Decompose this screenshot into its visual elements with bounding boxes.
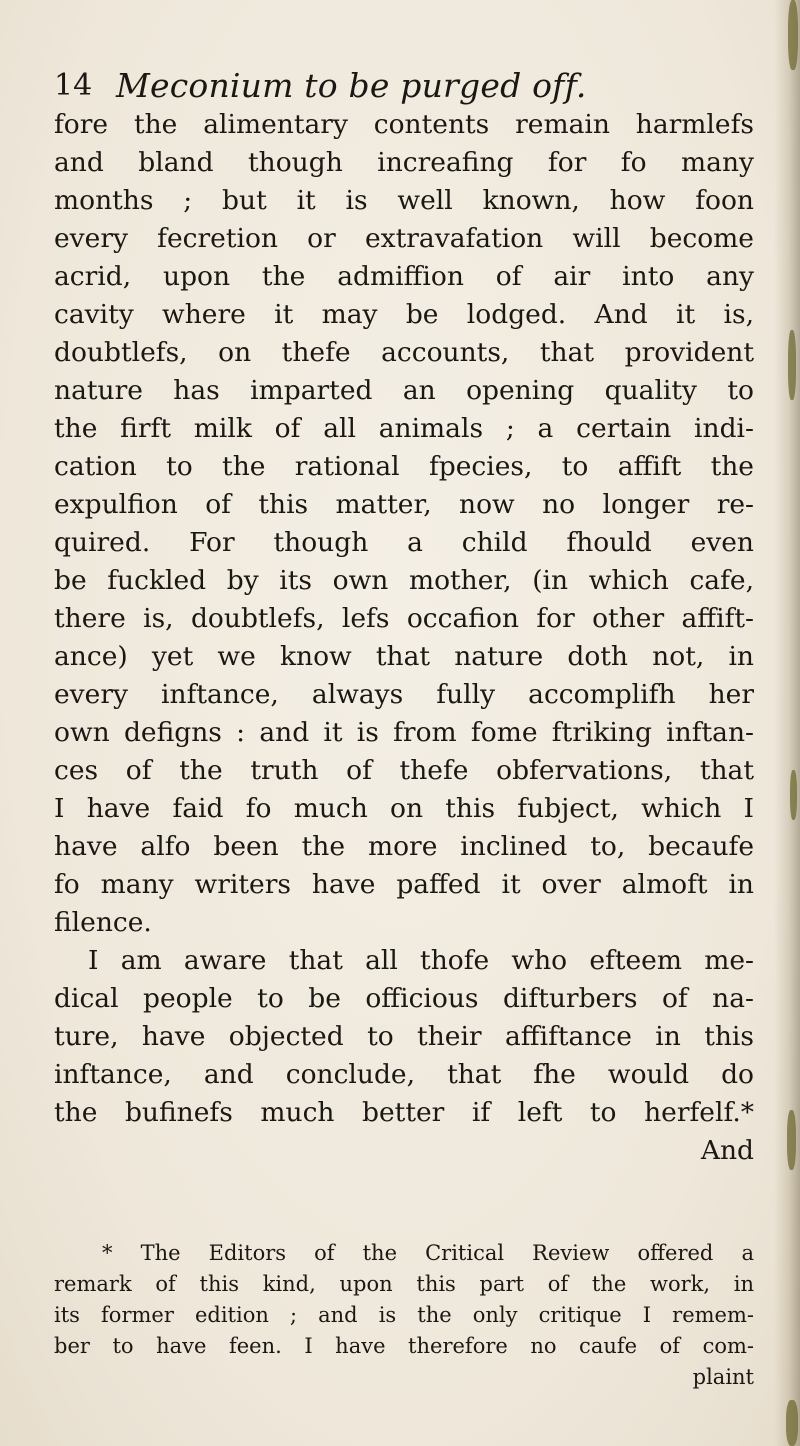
footnote-line: ber to have feen. I have therefore no caufe of com- [54,1334,754,1358]
text-line: ture, have objected to their affiftance in this [54,1021,754,1052]
footnote [54,1238,754,1393]
text-line: the bufinefs much better if left to herfelf.* [54,1097,754,1128]
text-line: expulfion of this matter, now no longer re- [54,489,754,520]
text-line: ance) yet we know that nature doth not, in [54,641,754,672]
footnote-line: remark of this kind, upon this part of the work, in [54,1272,754,1296]
edge-stain [788,330,796,400]
text-line: acrid, upon the admiffion of air into any [54,261,754,292]
page-edge-shadow [774,0,800,1446]
text-line: and bland though increafing for fo many [54,147,754,178]
page-number: 14 [54,68,93,103]
text-line: every fecretion or extravafation will become [54,223,754,254]
catchword: And [700,1135,754,1166]
text-line: I am aware that all thofe who efteem me- [88,945,754,976]
footnote-catchword: plaint [692,1365,754,1389]
text-line: dical people to be officious difturbers of na- [54,983,754,1014]
text-line: have alfo been the more inclined to, becaufe [54,831,754,862]
text-line: cation to the rational fpecies, to affift the [54,451,754,482]
text-line: nature has imparted an opening quality to [54,375,754,406]
text-line: ces of the truth of thefe obfervations, that [54,755,754,786]
text-line: fore the alimentary contents remain harmlefs [54,109,754,140]
text-line: own defigns : and it is from fome ftriking inftan- [54,717,754,748]
edge-stain [787,1110,796,1170]
footnote-line: * The Editors of the Critical Review offered a [102,1241,754,1265]
text-line: months ; but it is well known, how foon [54,185,754,216]
text-line: quired. For though a child fhould even [54,527,754,558]
footnote-line: its former edition ; and is the only critique I remem- [54,1303,754,1327]
text-line: inftance, and conclude, that fhe would do [54,1059,754,1090]
text-line: fo many writers have paffed it over almoft in [54,869,754,900]
page-header [54,66,754,106]
edge-stain [788,0,798,70]
text-line: be fuckled by its own mother, (in which cafe, [54,565,754,596]
body-text [54,106,754,1170]
running-head: Meconium to be purged off. [116,66,587,105]
text-line: I have faid fo much on this fubject, which I [54,793,754,824]
text-line: there is, doubtlefs, lefs occafion for other affift- [54,603,754,634]
text-line: the firft milk of all animals ; a certain indi- [54,413,754,444]
text-line: every inftance, always fully accomplifh her [54,679,754,710]
text-line: filence. [54,907,152,938]
text-line: cavity where it may be lodged. And it is, [54,299,754,330]
edge-stain [786,1400,798,1446]
edge-stain [790,770,797,820]
text-line: doubtlefs, on thefe accounts, that provident [54,337,754,368]
